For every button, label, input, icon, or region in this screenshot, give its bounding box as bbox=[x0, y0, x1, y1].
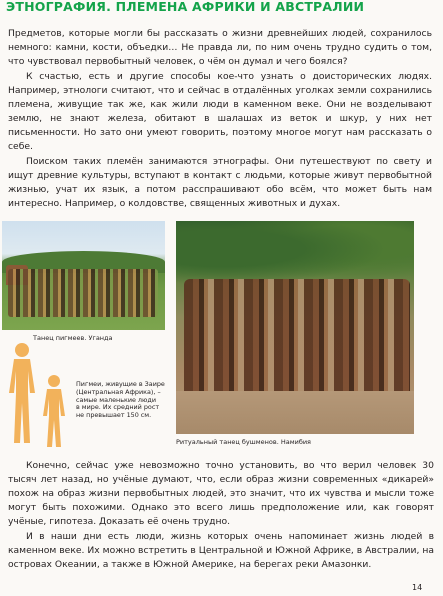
pygmy-dance-photo bbox=[2, 221, 165, 330]
pygmy-info-line: (Центральная Африка), – bbox=[76, 387, 161, 396]
page-title: ЭТНОГРАФИЯ. ПЛЕМЕНА АФРИКИ И АВСТРАЛИИ bbox=[6, 0, 365, 14]
bushmen-dance-caption: Ритуальный танец бушменов. Намибия bbox=[176, 438, 311, 446]
pygmy-info-line: в мире. Их средний рост bbox=[76, 403, 160, 412]
pygmy-info-line: не превышает 150 см. bbox=[76, 411, 152, 420]
paragraph-modern-tribes: И в наши дни есть люди, жизнь которых очень напоминает жизнь людей в каменном веке. Их можно встретить в Центральной и Южной Африке, в Австралии, на островах Океании, а также в Южной Америке, на берегах реки Амазонки. bbox=[8, 531, 434, 570]
bushmen-dance-photo bbox=[176, 221, 414, 434]
pygmy-dance-caption: Танец пигмеев. Уганда bbox=[33, 334, 113, 342]
paragraph-ethnologists: К счастью, есть и другие способы кое-что узнать о доисторических людях. Например, этнологи считают, что и сейчас в отдалённых уголках земли сохранились племена, живущие так же, как жили люди в каменном веке. Они не возделывают землю, не знают железа, обитают в шалашах из веток и шкур, у них нет письменности. Но зато они умеют говорить, поэтому многое могут нам рассказать о себе. bbox=[8, 71, 432, 152]
paragraph-ethnographers: Поиском таких племён занимаются этнографы. Они путешествуют по свету и ищут древние культуры, вступают в контакт с людьми, которые живут первобытной жизнью, учат их язык, а потом расспрашивают обо всём, что может быть нам интересно. Например, о колдовстве, священных животных и духах. bbox=[8, 156, 432, 209]
paragraph-intro: Предметов, которые могли бы рассказать о жизни древнейших людей, сохранилось немного: камни, кости, объедки… Не правда ли, по ним очень трудно судить о том, что чувствовал первобытный человек, о чём он думал и чего боялся? bbox=[8, 28, 432, 67]
pygmy-info-line: Пигмеи, живущие в Заире bbox=[76, 380, 165, 388]
page-number: 14 bbox=[412, 583, 423, 592]
pygmy-info-caption bbox=[76, 381, 166, 420]
height-comparison-silhouettes bbox=[3, 341, 73, 449]
pygmy-info-line: самые маленькие люди bbox=[76, 395, 156, 404]
paragraph-hypothesis: Конечно, сейчас уже невозможно точно установить, во что верил человек 30 тысяч лет назад, но учёные думают, что, если образ жизни современных «дикарей» похож на образ жизни первобытных людей, это значит, что их чувства и мысли тоже могут быть похожими. Однако это всего лишь предположение или, как говорят учёные, гипотеза. Доказать её очень трудно. bbox=[8, 460, 434, 527]
